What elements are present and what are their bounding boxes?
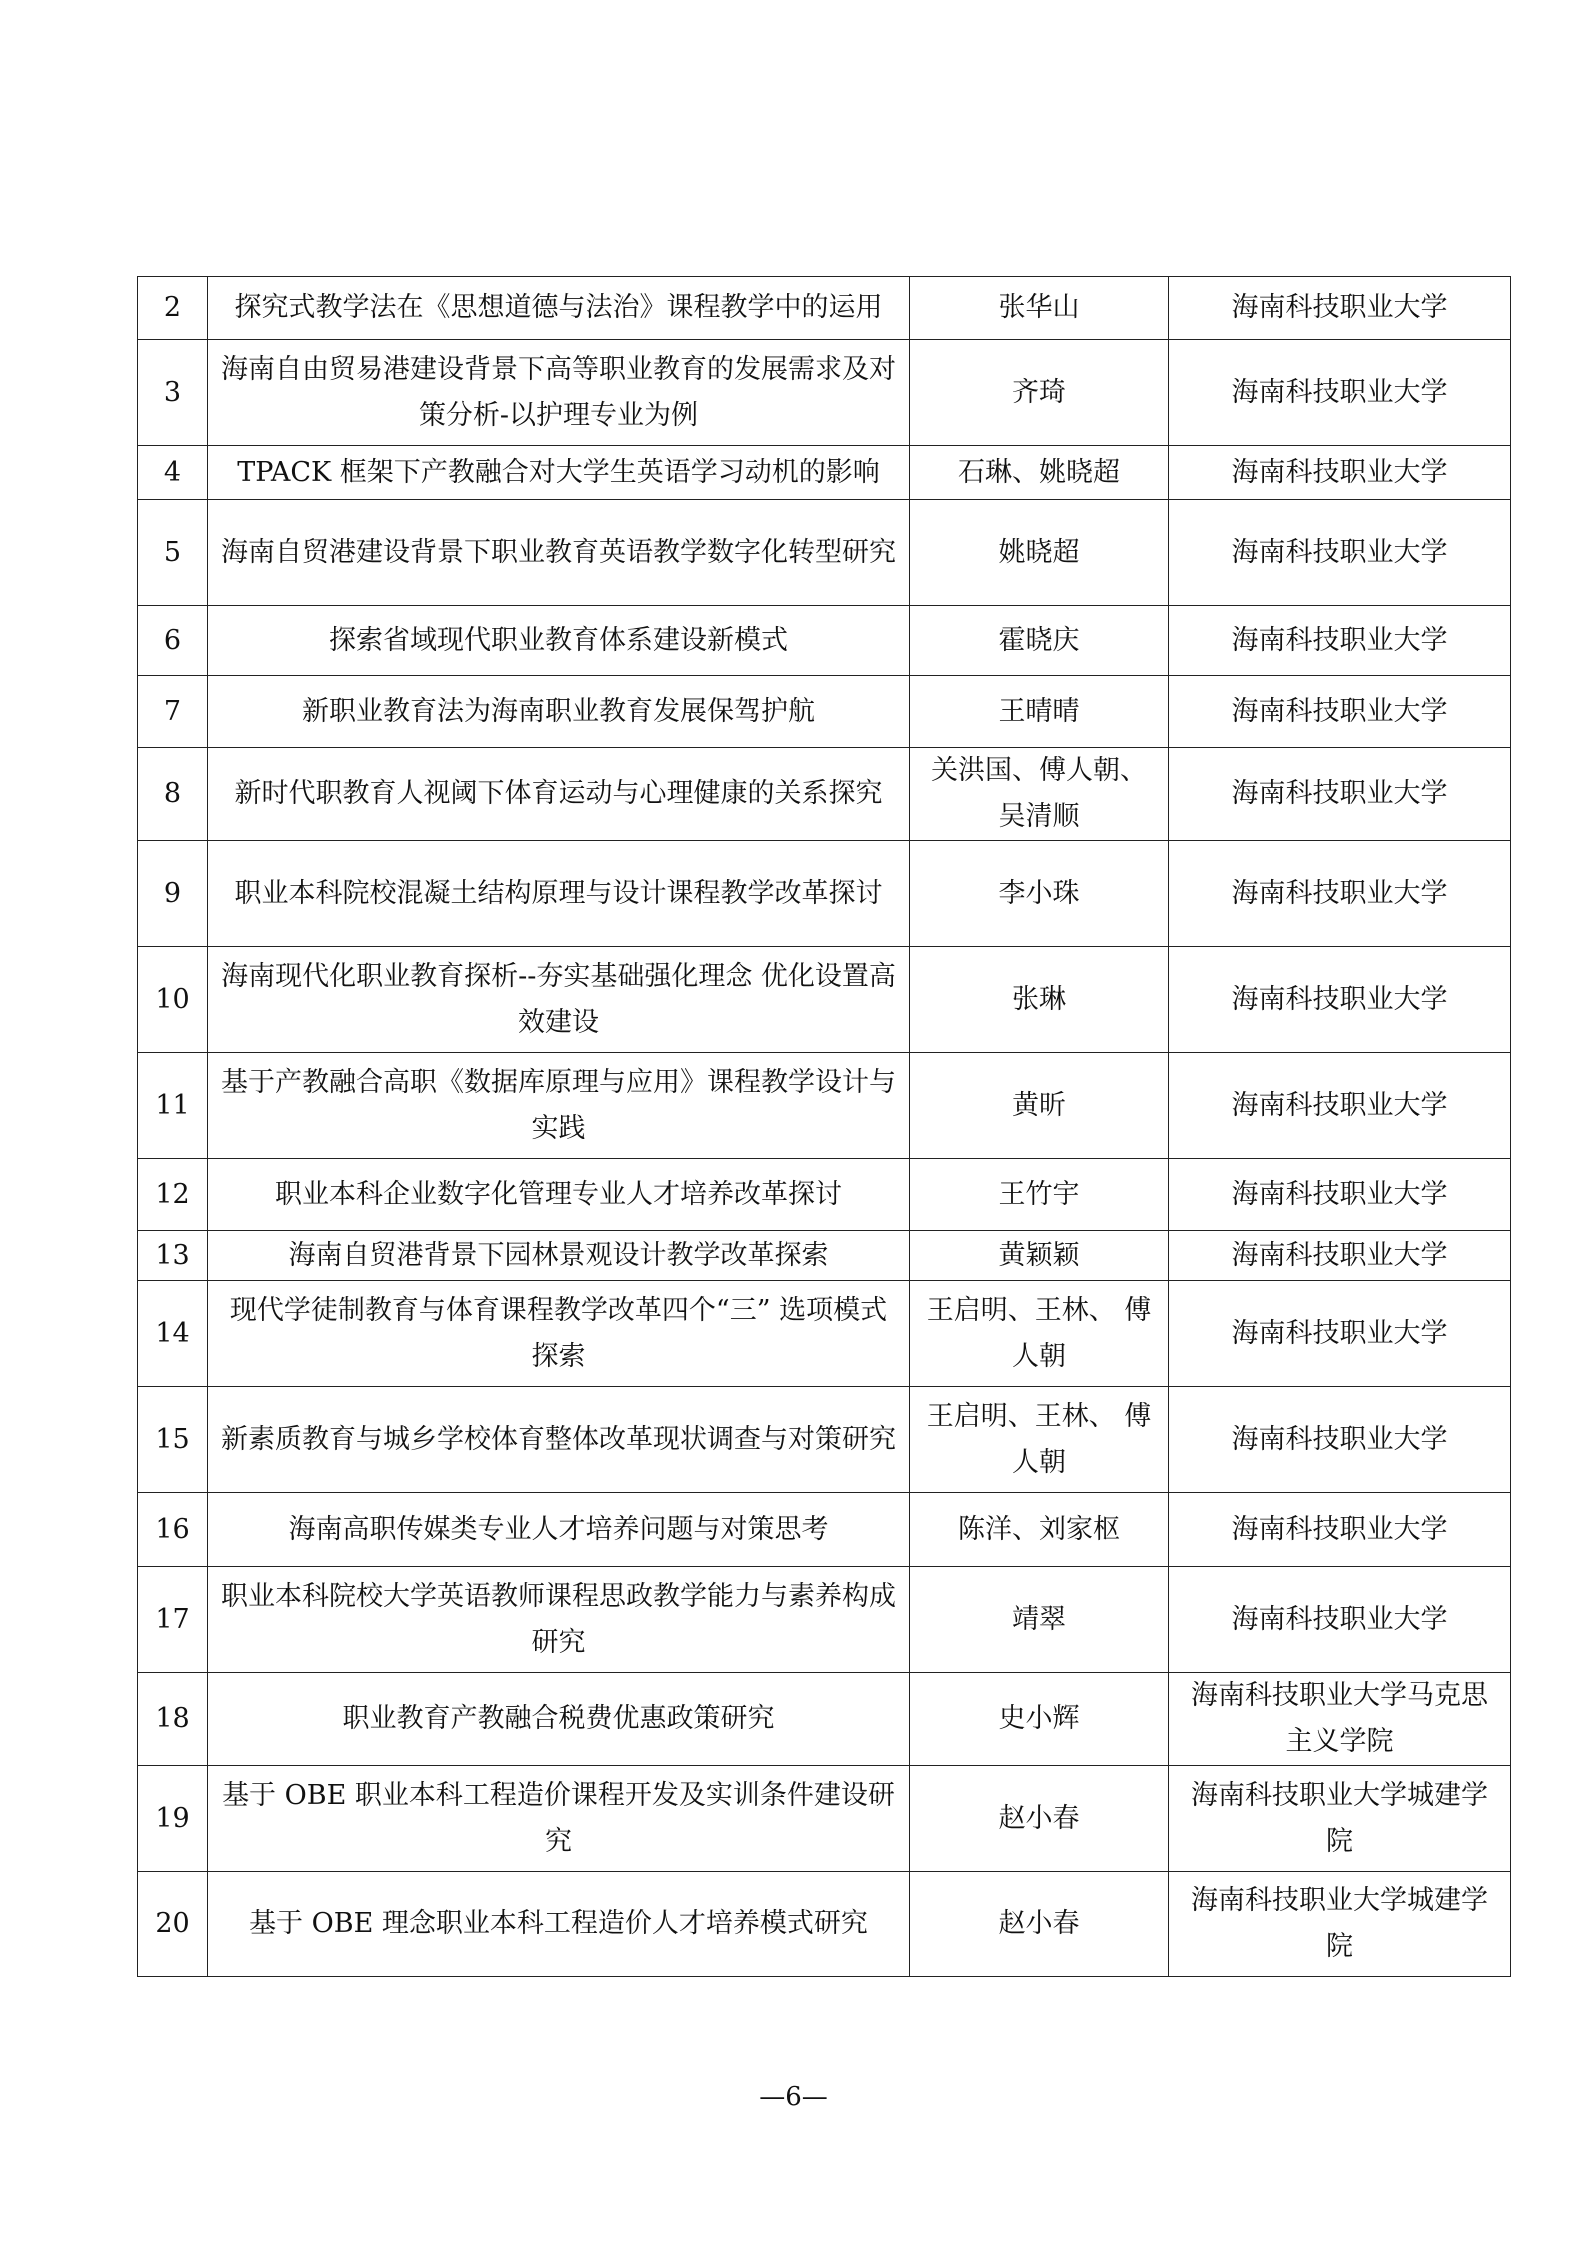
author-names: 张华山 [910, 277, 1169, 340]
table-row [138, 606, 1511, 676]
author-names: 王启明、王林、 傅人朝 [910, 1387, 1169, 1493]
table-row [138, 1872, 1511, 1977]
author-unit: 海南科技职业大学城建学院 [1169, 1766, 1511, 1872]
paper-title: 职业教育产教融合税费优惠政策研究 [208, 1673, 910, 1766]
paper-title: 探究式教学法在《思想道德与法治》课程教学中的运用 [208, 277, 910, 340]
author-names: 齐琦 [910, 340, 1169, 446]
page-number: —6— [759, 2082, 828, 2112]
paper-title: 基于 OBE 职业本科工程造价课程开发及实训条件建设研究 [208, 1766, 910, 1872]
author-names: 赵小春 [910, 1766, 1169, 1872]
author-unit: 海南科技职业大学 [1169, 748, 1511, 841]
table-row [138, 1493, 1511, 1567]
row-number: 13 [138, 1231, 208, 1281]
table-row [138, 841, 1511, 947]
row-number: 14 [138, 1281, 208, 1387]
row-number: 18 [138, 1673, 208, 1766]
papers-table [137, 276, 1511, 1977]
row-number: 11 [138, 1053, 208, 1159]
table-row [138, 1231, 1511, 1281]
paper-title: 职业本科院校混凝土结构原理与设计课程教学改革探讨 [208, 841, 910, 947]
row-number: 16 [138, 1493, 208, 1567]
row-number: 15 [138, 1387, 208, 1493]
paper-title: 职业本科院校大学英语教师课程思政教学能力与素养构成研究 [208, 1567, 910, 1673]
table-row [138, 1159, 1511, 1231]
paper-title: 海南自贸港背景下园林景观设计教学改革探索 [208, 1231, 910, 1281]
author-names: 张琳 [910, 947, 1169, 1053]
row-number: 8 [138, 748, 208, 841]
row-number: 9 [138, 841, 208, 947]
row-number: 5 [138, 500, 208, 606]
table-row [138, 947, 1511, 1053]
row-number: 12 [138, 1159, 208, 1231]
paper-title: 基于产教融合高职《数据库原理与应用》课程教学设计与实践 [208, 1053, 910, 1159]
author-unit: 海南科技职业大学 [1169, 446, 1511, 500]
author-unit: 海南科技职业大学 [1169, 1231, 1511, 1281]
author-names: 姚晓超 [910, 500, 1169, 606]
row-number: 17 [138, 1567, 208, 1673]
author-unit: 海南科技职业大学 [1169, 500, 1511, 606]
author-names: 王晴晴 [910, 676, 1169, 748]
author-unit: 海南科技职业大学 [1169, 1567, 1511, 1673]
author-names: 黄颖颖 [910, 1231, 1169, 1281]
paper-title: 新职业教育法为海南职业教育发展保驾护航 [208, 676, 910, 748]
author-unit: 海南科技职业大学 [1169, 1387, 1511, 1493]
author-names: 李小珠 [910, 841, 1169, 947]
table-row [138, 1567, 1511, 1673]
paper-title: 现代学徒制教育与体育课程教学改革四个“三” 选项模式探索 [208, 1281, 910, 1387]
author-unit: 海南科技职业大学 [1169, 676, 1511, 748]
author-unit: 海南科技职业大学 [1169, 1493, 1511, 1567]
table-row [138, 446, 1511, 500]
author-unit: 海南科技职业大学 [1169, 340, 1511, 446]
row-number: 10 [138, 947, 208, 1053]
table-row [138, 1387, 1511, 1493]
table-row [138, 1766, 1511, 1872]
paper-title: 职业本科企业数字化管理专业人才培养改革探讨 [208, 1159, 910, 1231]
row-number: 6 [138, 606, 208, 676]
author-unit: 海南科技职业大学 [1169, 841, 1511, 947]
paper-title: 探索省域现代职业教育体系建设新模式 [208, 606, 910, 676]
row-number: 4 [138, 446, 208, 500]
author-unit: 海南科技职业大学 [1169, 1053, 1511, 1159]
author-unit: 海南科技职业大学 [1169, 1281, 1511, 1387]
author-names: 石琳、姚晓超 [910, 446, 1169, 500]
row-number: 7 [138, 676, 208, 748]
author-unit: 海南科技职业大学 [1169, 277, 1511, 340]
author-unit: 海南科技职业大学马克思主义学院 [1169, 1673, 1511, 1766]
table-row [138, 1673, 1511, 1766]
row-number: 3 [138, 340, 208, 446]
paper-title: 海南高职传媒类专业人才培养问题与对策思考 [208, 1493, 910, 1567]
table-row [138, 340, 1511, 446]
paper-title: 基于 OBE 理念职业本科工程造价人才培养模式研究 [208, 1872, 910, 1977]
paper-title: TPACK 框架下产教融合对大学生英语学习动机的影响 [208, 446, 910, 500]
author-names: 靖翠 [910, 1567, 1169, 1673]
table-row [138, 1281, 1511, 1387]
author-unit: 海南科技职业大学城建学院 [1169, 1872, 1511, 1977]
table-row [138, 500, 1511, 606]
table-row [138, 748, 1511, 841]
author-names: 陈洋、刘家枢 [910, 1493, 1169, 1567]
table-row [138, 1053, 1511, 1159]
table-row [138, 676, 1511, 748]
row-number: 20 [138, 1872, 208, 1977]
author-unit: 海南科技职业大学 [1169, 1159, 1511, 1231]
author-names: 黄昕 [910, 1053, 1169, 1159]
row-number: 2 [138, 277, 208, 340]
table-row [138, 277, 1511, 340]
author-names: 赵小春 [910, 1872, 1169, 1977]
paper-title: 海南自贸港建设背景下职业教育英语教学数字化转型研究 [208, 500, 910, 606]
author-unit: 海南科技职业大学 [1169, 606, 1511, 676]
paper-title: 海南自由贸易港建设背景下高等职业教育的发展需求及对策分析-以护理专业为例 [208, 340, 910, 446]
author-unit: 海南科技职业大学 [1169, 947, 1511, 1053]
paper-title: 海南现代化职业教育探析--夯实基础强化理念 优化设置高效建设 [208, 947, 910, 1053]
author-names: 关洪国、傅人朝、吴清顺 [910, 748, 1169, 841]
author-names: 王启明、王林、 傅人朝 [910, 1281, 1169, 1387]
author-names: 霍晓庆 [910, 606, 1169, 676]
table-body [138, 277, 1511, 1977]
paper-title: 新素质教育与城乡学校体育整体改革现状调查与对策研究 [208, 1387, 910, 1493]
paper-title: 新时代职教育人视阈下体育运动与心理健康的关系探究 [208, 748, 910, 841]
author-names: 王竹宇 [910, 1159, 1169, 1231]
row-number: 19 [138, 1766, 208, 1872]
author-names: 史小辉 [910, 1673, 1169, 1766]
